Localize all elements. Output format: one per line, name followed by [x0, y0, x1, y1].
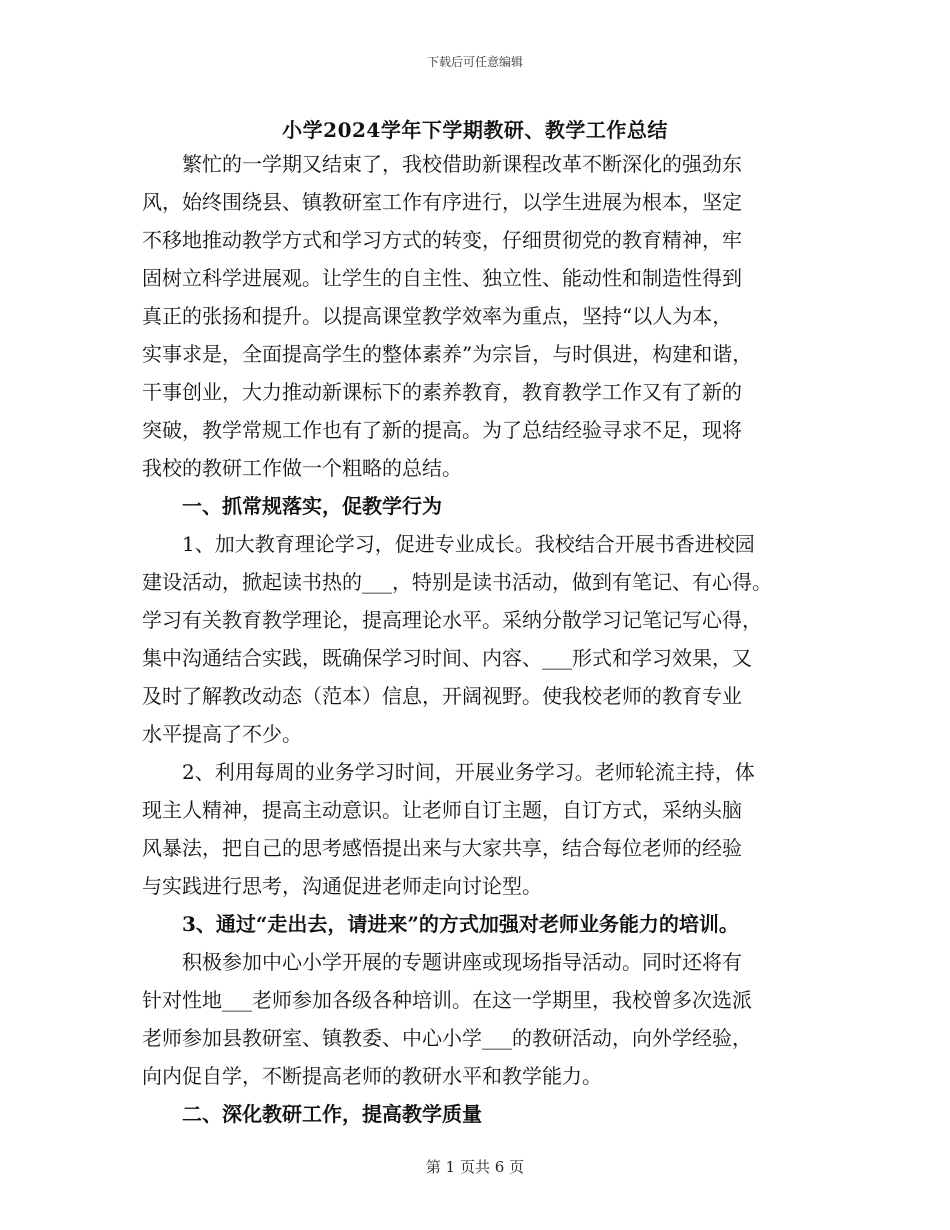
heading-line: 二、深化教研工作，提高教学质量 — [142, 1102, 482, 1126]
text-line: 集中沟通结合实践，既确保学习时间、内容、___形式和学习效果，又 — [142, 646, 752, 670]
text-line: 实事求是，全面提高学生的整体素养”为宗旨，与时俱进，构建和谐， — [142, 342, 753, 366]
section-heading-1 — [142, 487, 822, 525]
text-line: 不移地推动教学方式和学习方式的转变，仔细贯彻党的教育精神，牢 — [142, 228, 742, 252]
page-footer: 第 1 页共 6 页 — [425, 1158, 525, 1176]
page-header: 下载后可任意编辑 — [426, 55, 523, 69]
paragraph-item-2 — [142, 753, 822, 905]
text-line: 突破，教学常规工作也有了新的提高。为了总结经验寻求不足，现将 — [142, 418, 742, 442]
text-line: 固树立科学进展观。让学生的自主性、独立性、能动性和制造性得到 — [142, 266, 742, 290]
text-line: 针对性地___老师参加各级各种培训。在这一学期里，我校曾多次选派 — [142, 988, 752, 1012]
text-line: 及时了解教改动态（范本）信息，开阔视野。使我校老师的教育专业 — [142, 684, 742, 708]
text-line: 干事创业，大力推动新课标下的素养教育，教育教学工作又有了新的 — [142, 380, 742, 404]
section-heading-item-3 — [142, 905, 822, 943]
text-line: 学习有关教育教学理论，提高理论水平。采纳分散学习记笔记写心得， — [142, 608, 762, 632]
text-line: 水平提高了不少。 — [142, 722, 302, 746]
paragraph-item-1 — [142, 525, 822, 753]
heading-line: 3、通过“走出去，请进来”的方式加强对老师业务能力的培训。 — [142, 912, 739, 936]
document-title: 小学2024学年下学期教研、教学工作总结 — [282, 118, 668, 142]
text-line: 风，始终围绕县、镇教研室工作有序进行，以学生进展为根本，坚定 — [142, 190, 742, 214]
text-line: 现主人精神，提高主动意识。让老师自订主题，自订方式，采纳头脑 — [142, 798, 742, 822]
text-line: 向内促自学，不断提高老师的教研水平和教学能力。 — [142, 1064, 602, 1088]
document-body — [142, 145, 822, 1133]
paragraph-intro — [142, 145, 822, 487]
paragraph-item-3 — [142, 943, 822, 1095]
text-line: 真正的张扬和提升。以提高课堂教学效率为重点，坚持“以人为本， — [142, 304, 733, 328]
text-line: 我校的教研工作做一个粗略的总结。 — [142, 456, 462, 480]
text-line: 繁忙的一学期又结束了，我校借助新课程改革不断深化的强劲东 — [142, 152, 742, 176]
section-heading-2 — [142, 1095, 822, 1133]
text-line: 1、加大教育理论学习，促进专业成长。我校结合开展书香进校园 — [142, 532, 755, 556]
text-line: 与实践进行思考，沟通促进老师走向讨论型。 — [142, 874, 542, 898]
text-line: 老师参加县教研室、镇教委、中心小学___的教研活动，向外学经验， — [142, 1026, 752, 1050]
heading-line: 一、抓常规落实，促教学行为 — [142, 494, 442, 518]
text-line: 风暴法，把自己的思考感悟提出来与大家共享，结合每位老师的经验 — [142, 836, 742, 860]
text-line: 积极参加中心小学开展的专题讲座或现场指导活动。同时还将有 — [142, 950, 742, 974]
text-line: 建设活动，掀起读书热的___，特别是读书活动，做到有笔记、有心得。 — [142, 570, 772, 594]
text-line: 2、利用每周的业务学习时间，开展业务学习。老师轮流主持，体 — [142, 760, 755, 784]
